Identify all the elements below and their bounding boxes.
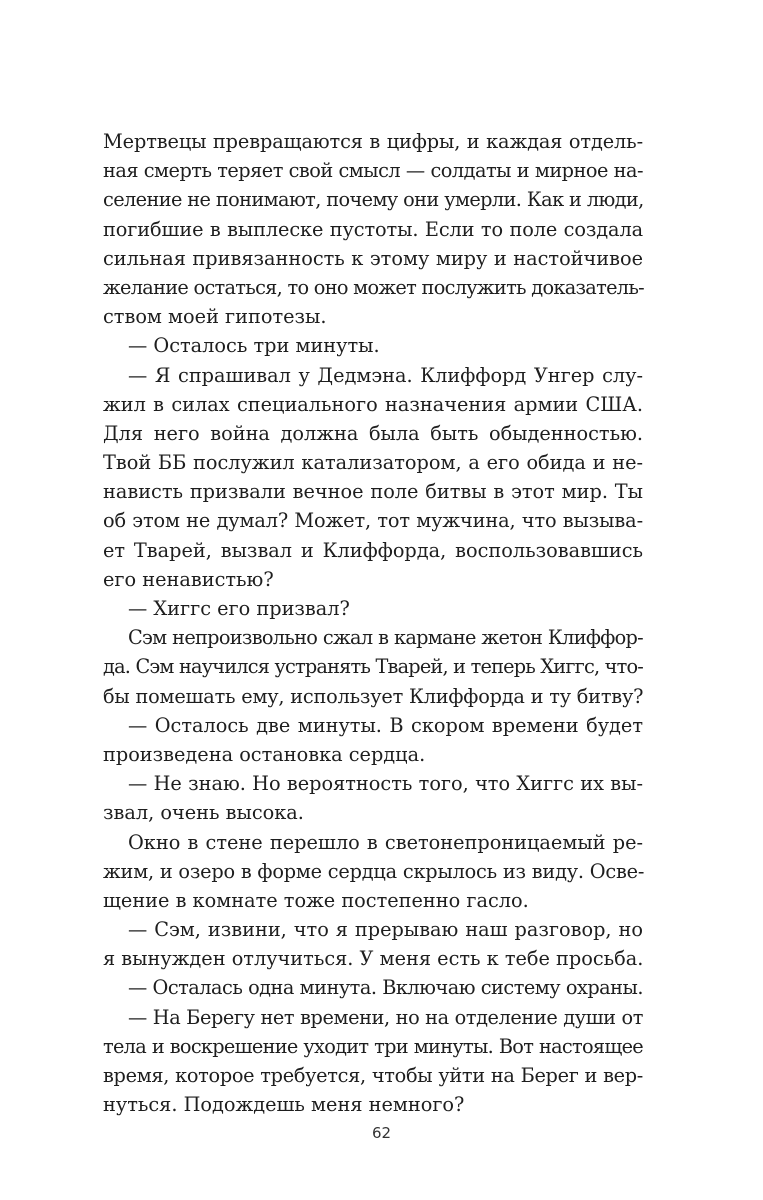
text-line: Твой ББ послужил катализатором, а его обида и не- — [103, 451, 643, 475]
body-text — [103, 127, 643, 1119]
text-line: Для него война должна была быть обыденностью. — [103, 421, 643, 445]
page-number: 62 — [371, 1124, 392, 1142]
text-line: Сэм непроизвольно сжал в кармане жетон Клиффор- — [128, 626, 643, 650]
text-line: бы помешать ему, использует Клиффорда и ту битву? — [103, 684, 644, 708]
text-line: об этом не думал? Может, тот мужчина, что вызыва- — [103, 509, 643, 533]
text-line: — На Берегу нет времени, но на отделение души от — [128, 1005, 643, 1029]
text-line: Мертвецы превращаются в цифры, и каждая отдель- — [103, 130, 643, 153]
text-line: жим, и озеро в форме сердца скрылось из виду. Осве- — [103, 859, 645, 883]
text-line: ством моей гипотезы. — [103, 305, 327, 329]
text-line: произведена остановка сердца. — [103, 742, 426, 766]
text-line: да. Сэм научился устранять Тварей, и теперь Хиггс, что- — [103, 655, 643, 679]
text-line: жил в силах специального назначения армии США. — [103, 392, 643, 416]
text-line: нависть призвали вечное поле битвы в этот мир. Ты — [103, 480, 643, 504]
text-line: ная смерть теряет свой смысл — солдаты и мирное на- — [103, 159, 643, 183]
text-line: — Осталась одна минута. Включаю систему охраны. — [128, 976, 643, 1000]
text-line: желание остаться, то оно может послужить доказатель- — [103, 275, 644, 299]
text-line: его ненавистью? — [103, 567, 274, 591]
text-line: сильная привязанность к этому миру и настойчивое — [103, 246, 643, 270]
text-line: щение в комнате тоже постепенно гасло. — [103, 888, 529, 912]
text-line: — Хиггс его призвал? — [128, 597, 350, 620]
text-line: погибшие в выплеске пустоты. Если то поле создала — [103, 217, 643, 241]
text-line: Окно в стене перешло в светонепроницаемый ре- — [128, 830, 643, 854]
text-line: селение не понимают, почему они умерли. Как и люди, — [103, 188, 644, 212]
text-line: — Сэм, извини, что я прерываю наш разговор, но — [128, 918, 643, 942]
text-line: — Осталось три минуты. — [128, 334, 380, 358]
text-line: — Я спрашивал у Дедмэна. Клиффорд Унгер слу- — [128, 363, 643, 387]
text-line: я вынужден отлучиться. У меня есть к тебе просьба. — [103, 947, 644, 971]
text-line: нуться. Подождешь меня немного? — [103, 1093, 465, 1117]
text-line: — Осталось две минуты. В скором времени будет — [128, 713, 643, 737]
text-line: звал, очень высока. — [103, 801, 304, 825]
text-line: время, которое требуется, чтобы уйти на Берег и вер- — [103, 1064, 643, 1087]
text-line: ет Тварей, вызвал и Клиффорда, воспользовавшись — [103, 538, 643, 562]
text-line: — Не знаю. Но вероятность того, что Хиггс их вы- — [128, 772, 643, 796]
text-line: тела и воскрешение уходит три минуты. Вот настоящее — [103, 1034, 643, 1058]
